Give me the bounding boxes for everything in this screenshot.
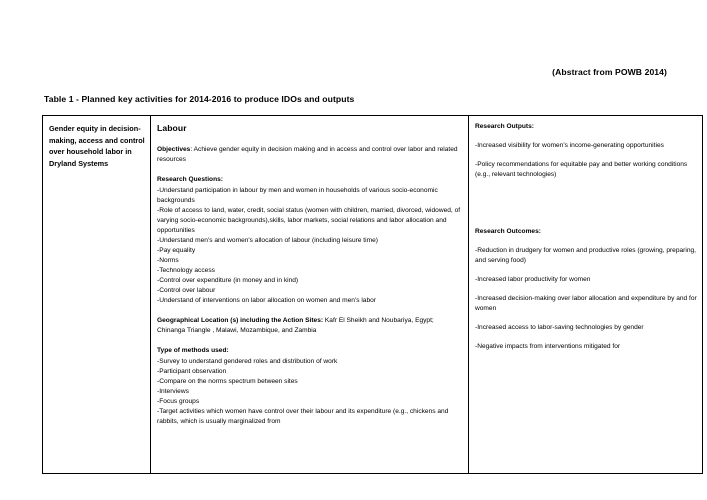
research-questions-heading: Research Questions: [157,176,223,184]
activities-section-title: Labour [157,123,187,133]
list-item: -Target activities which women have control over their labour and its expenditure (e.g., chickens and rabbits, which is usually marginalized from [157,408,449,426]
activities-cell [151,116,469,474]
methods-list [157,357,463,427]
list-item: -Control over labour [157,287,216,295]
outputs-cell [469,116,703,474]
research-outcomes-heading: Research Outcomes: [475,228,541,236]
table-caption: Table 1 - Planned key activities for 2014-2016 to produce IDOs and outputs [44,94,355,104]
list-item: -Interviews [157,388,189,396]
abstract-source-note: (Abstract from POWB 2014) [552,67,667,77]
list-item: -Technology access [157,267,215,275]
list-item: -Pay equality [157,247,196,255]
list-item: -Control over expenditure (in money and in kind) [157,277,299,285]
list-item: -Increased decision-making over labor allocation and expenditure by and for women [475,295,697,313]
list-item: -Increased labor productivity for women [475,276,591,284]
theme-label: Gender equity in decision-making, access and control over household labor in Dryland Systems [49,124,145,169]
objectives-text: : Achieve gender equity in decision making and in access and control over labor and related resources [157,146,458,164]
research-questions-list [157,186,463,306]
list-item: -Reduction in drudgery for women and productive roles (growing, preparing, and serving food) [475,247,697,265]
list-item: -Understand of interventions on labor allocation on women and men's labor [157,297,376,305]
list-item: -Survey to understand gendered roles and distribution of work [157,358,338,366]
list-item: -Role of access to land, water, credit, social status (women with children, married, divorced, widowed, of varying socio-economic backgrounds),skills, labor markets, social relations and labor allocation and opportunities [157,207,461,235]
list-item: -Policy recommendations for equitable pay and better working conditions (e.g., relevant technologies) [475,161,688,179]
theme-cell [43,116,151,474]
list-item: -Norms [157,257,179,265]
geography-label: Geographical Location (s) including the Action Sites: [157,317,324,325]
list-item: -Compare on the norms spectrum between sites [157,378,298,386]
objectives-label: Objectives [157,146,191,154]
list-item: -Focus groups [157,398,200,406]
planned-activities-table [42,115,703,474]
research-outputs-heading: Research Outputs: [475,123,534,130]
list-item: -Negative impacts from interventions mitigated for [475,343,621,351]
methods-heading: Type of methods used: [157,347,229,355]
table-row [43,116,703,474]
list-item: -Participant observation [157,368,227,376]
geography-text: Kafr El Sheikh and Noubariya, Egypt; Chinanga Triangle , Malawi, Mozambique, and Zambia [157,317,434,335]
geography-paragraph [157,316,463,336]
list-item: -Increased access to labor-saving technologies by gender [475,324,644,332]
list-item: -Understand men's and women's allocation of labour (including leisure time) [157,237,378,245]
list-item: -Increased visibility for women's income-generating opportunities [475,142,664,150]
list-item: -Understand participation in labour by men and women in households of various socio-economic backgrounds [157,187,438,205]
objectives-paragraph [157,145,463,165]
section-spacer [475,189,697,227]
